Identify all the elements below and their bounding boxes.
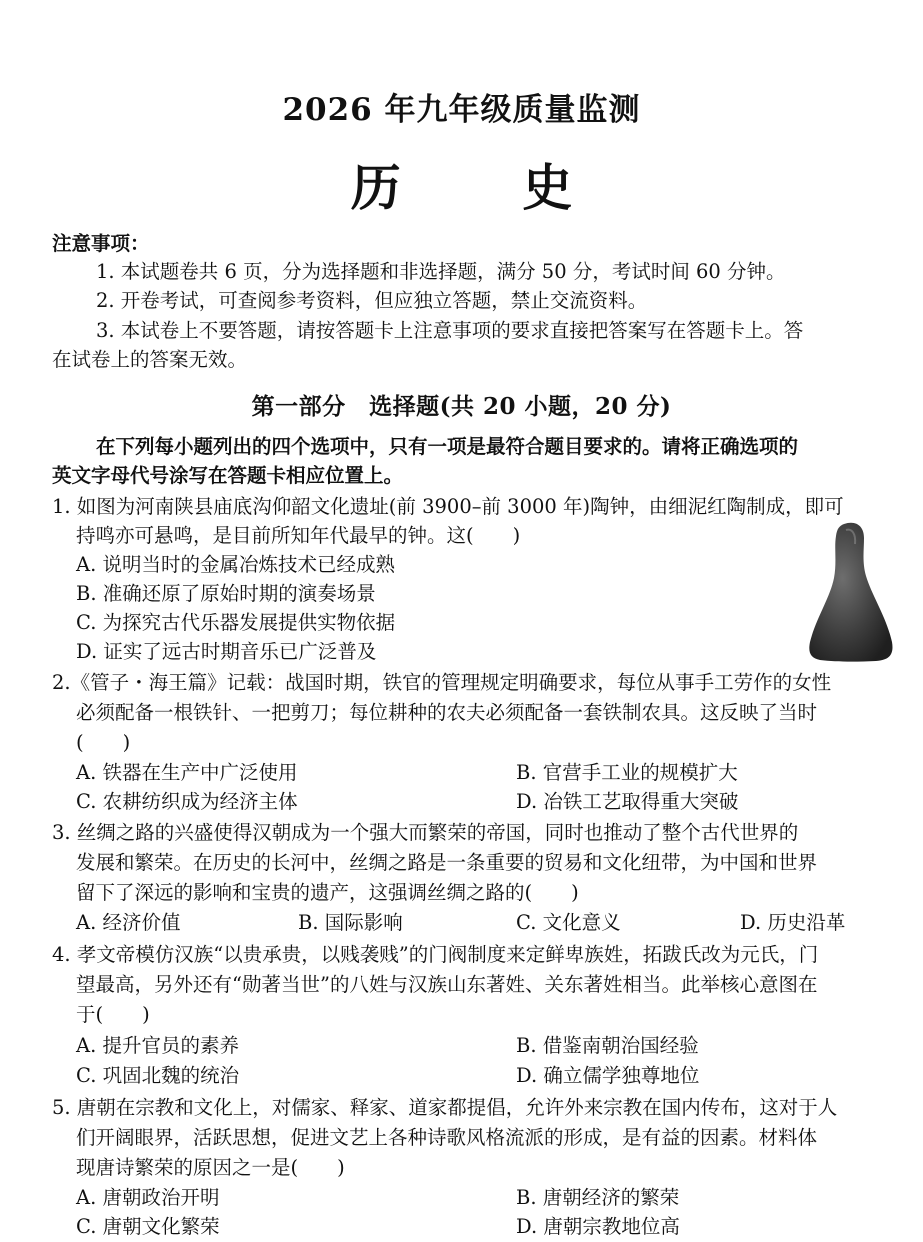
question-1-text: 持鸣亦可悬鸣，是目前所知年代最早的钟。这( ) — [76, 524, 521, 547]
notice-heading: 注意事项： — [52, 232, 150, 255]
question-4-option-b: B. 借鉴南朝治国经验 — [516, 1034, 699, 1057]
question-5-option-b: B. 唐朝经济的繁荣 — [516, 1186, 680, 1209]
question-3-option-b: B. 国际影响 — [298, 911, 403, 934]
question-3-option-d: D. 历史沿革 — [740, 911, 846, 934]
question-2-text: 必须配备一根铁针、一把剪刀；每位耕种的农夫必须配备一套铁制农具。这反映了当时 — [76, 701, 818, 724]
question-1-option-b: B. 准确还原了原始时期的演奏场景 — [76, 582, 376, 605]
question-3-text: 发展和繁荣。在历史的长河中，丝绸之路是一条重要的贸易和文化纽带，为中国和世界 — [76, 851, 818, 874]
question-2-option-d: D. 冶铁工艺取得重大突破 — [516, 790, 739, 813]
question-4-text: 4. 孝文帝模仿汉族“以贵承贵，以贱袭贱”的门阀制度来定鲜卑族姓，拓跋氏改为元氏，门 — [52, 943, 819, 966]
question-4-text: 于( ) — [76, 1003, 150, 1026]
question-4-text: 望最高，另外还有“勋著当世”的八姓与汉族山东著姓、关东著姓相当。此举核心意图在 — [76, 973, 818, 996]
notice-item: 在试卷上的答案无效。 — [52, 348, 248, 371]
subject-title: 历 史 — [350, 158, 625, 217]
question-5-option-a: A. 唐朝政治开明 — [76, 1186, 220, 1209]
question-5-text: 们开阔眼界，活跃思想，促进文艺上各种诗歌风格流派的形成，是有益的因素。材料体 — [76, 1126, 818, 1149]
question-5-text: 5. 唐朝在宗教和文化上，对儒家、释家、道家都提倡，允许外来宗教在国内传布，这对于人 — [52, 1096, 838, 1119]
question-2-option-a: A. 铁器在生产中广泛使用 — [76, 761, 298, 784]
question-3-option-a: A. 经济价值 — [76, 911, 181, 934]
question-3-option-c: C. 文化意义 — [516, 911, 621, 934]
question-1-option-d: D. 证实了远古时期音乐已广泛普及 — [76, 640, 377, 663]
question-4-option-a: A. 提升官员的素养 — [76, 1034, 239, 1057]
question-1-option-a: A. 说明当时的金属冶炼技术已经成熟 — [76, 553, 395, 576]
question-5-text: 现唐诗繁荣的原因之一是( ) — [76, 1156, 345, 1179]
exam-title: 2026 年九年级质量监测 — [282, 92, 641, 128]
question-3-text: 留下了深远的影响和宝贵的遗产，这强调丝绸之路的( ) — [76, 881, 579, 904]
section-instruction: 在下列每小题列出的四个选项中，只有一项是最符合题目要求的。请将正确选项的 — [96, 435, 799, 458]
question-1-option-c: C. 为探究古代乐器发展提供实物依据 — [76, 611, 396, 634]
question-2-text: ( ) — [76, 731, 131, 754]
question-2-option-c: C. 农耕纺织成为经济主体 — [76, 790, 298, 813]
question-4-option-d: D. 确立儒学独尊地位 — [516, 1064, 700, 1087]
question-4-option-c: C. 巩固北魏的统治 — [76, 1064, 240, 1087]
question-5-option-d: D. 唐朝宗教地位高 — [516, 1215, 680, 1238]
question-3-text: 3. 丝绸之路的兴盛使得汉朝成为一个强大而繁荣的帝国，同时也推动了整个古代世界的 — [52, 821, 799, 844]
section-title: 第一部分 选择题(共 20 小题，20 分) — [251, 393, 672, 420]
notice-item: 2. 开卷考试，可查阅参考资料，但应独立答题，禁止交流资料。 — [96, 289, 648, 312]
notice-item: 1. 本试题卷共 6 页，分为选择题和非选择题，满分 50 分，考试时间 60 分钟。 — [96, 260, 786, 283]
question-2-text: 2.《管子・海王篇》记载：战国时期，铁官的管理规定明确要求，每位从事手工劳作的女性 — [52, 671, 832, 694]
question-1-text: 1. 如图为河南陕县庙底沟仰韶文化遗址(前 3900–前 3000 年)陶钟，由细泥红陶制成，即可 — [52, 495, 844, 518]
notice-item: 3. 本试卷上不要答题，请按答题卡上注意事项的要求直接把答案写在答题卡上。答 — [96, 319, 804, 342]
question-5-option-c: C. 唐朝文化繁荣 — [76, 1215, 220, 1238]
pottery-bell-image — [806, 520, 896, 662]
section-instruction: 英文字母代号涂写在答题卡相应位置上。 — [52, 464, 404, 487]
question-2-option-b: B. 官营手工业的规模扩大 — [516, 761, 738, 784]
